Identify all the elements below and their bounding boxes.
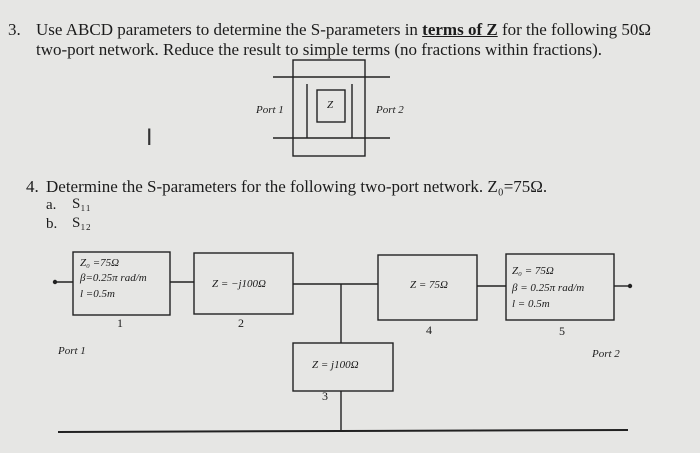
q3-port2-label: Port 2 <box>376 104 404 116</box>
q3-port1-label: Port 1 <box>256 104 284 116</box>
q4-box3-number: 3 <box>322 389 328 403</box>
q4-box1-z0: Z₀ =75Ω <box>80 257 120 269</box>
q4-number: 4. <box>26 177 39 196</box>
q4-box5-z0: Z₀ = 75Ω <box>512 265 554 277</box>
q4-port2-node <box>628 284 632 288</box>
q3-text-line2: two-port network. Reduce the result to simple terms (no fractions within fractions). <box>36 40 603 59</box>
q4-box5-beta: β = 0.25π rad/m <box>512 282 585 294</box>
q3-text-pre: Use ABCD parameters to determine the S-parameters in <box>36 20 423 39</box>
text-cursor-icon: I <box>146 126 153 151</box>
q4-box5-length: l = 0.5m <box>512 298 550 310</box>
q4-port1-node <box>53 280 57 284</box>
q4-box3-impedance: Z = j100Ω <box>312 359 359 371</box>
q3-number: 3. <box>8 20 21 39</box>
q4-item-b-marker: b. <box>46 216 58 232</box>
q3-text-emph: terms of Z <box>422 20 498 39</box>
q4-item-a-marker: a. <box>46 197 57 213</box>
q4-box4-impedance: Z = 75Ω <box>410 279 448 291</box>
q4-box1-length: l =0.5m <box>80 288 115 300</box>
q4-box1-number: 1 <box>117 316 123 330</box>
q3-z-label: Z <box>327 99 334 111</box>
q4-ground-rail <box>58 430 628 432</box>
q4-box2-number: 2 <box>238 316 244 330</box>
q4-port2-label: Port 2 <box>592 348 620 360</box>
q4-box5-number: 5 <box>559 324 565 338</box>
q4-box1-beta: β=0.25π rad/m <box>80 272 147 284</box>
q3-text-post: for the following 50Ω <box>497 20 652 39</box>
q4-text: Determine the S-parameters for the following two-port network. Z₀=75Ω. <box>46 177 548 196</box>
q4-box2-impedance: Z = −j100Ω <box>212 278 266 290</box>
q4-box4-number: 4 <box>426 323 432 337</box>
q4-item-b-label: S₁₂ <box>72 215 91 231</box>
q4-port1-label: Port 1 <box>58 345 86 357</box>
q4-item-a-label: S₁₁ <box>72 196 91 212</box>
